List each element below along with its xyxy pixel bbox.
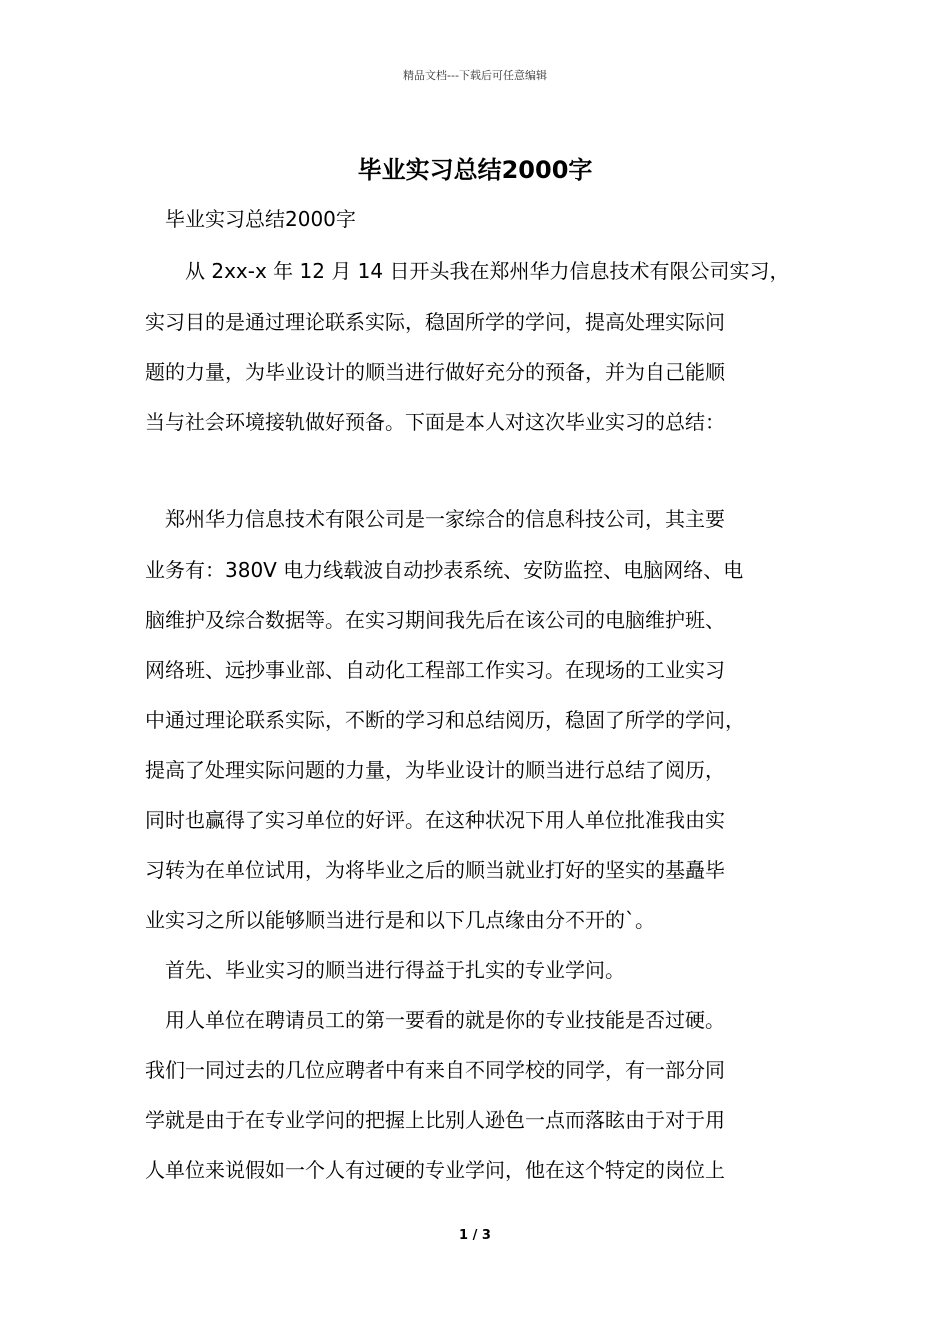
page-number: 1 / 3 — [459, 1228, 491, 1243]
body-line: 人单位来说假如一个人有过硬的专业学问，他在这个特定的岗位上 — [145, 1158, 725, 1182]
body-line: 中通过理论联系实际，不断的学习和总结阅历，稳固了所学的学问， — [145, 708, 745, 732]
body-line: 业实习之所以能够顺当进行是和以下几点缘由分不开的`。 — [145, 908, 655, 932]
header-note: 精品文档---下载后可任意编辑 — [403, 69, 547, 82]
body-line: 当与社会环境接轨做好预备。下面是本人对这次毕业实习的总结： — [145, 410, 725, 434]
body-line: 习转为在单位试用，为将毕业之后的顺当就业打好的坚实的基矗毕 — [145, 858, 725, 882]
body-line: 实习目的是通过理论联系实际，稳固所学的学问，提高处理实际问 — [145, 310, 725, 334]
body-line: 网络班、远抄事业部、自动化工程部工作实习。在现场的工业实习 — [145, 658, 725, 682]
body-line: 我们一同过去的几位应聘者中有来自不同学校的同学，有一部分同 — [145, 1058, 725, 1082]
document-title: 毕业实习总结2000字 — [357, 156, 593, 184]
body-line: 提高了处理实际问题的力量，为毕业设计的顺当进行总结了阅历， — [145, 758, 725, 782]
body-line: 用人单位在聘请员工的第一要看的就是你的专业技能是否过硬。 — [165, 1008, 725, 1032]
body-line: 题的力量，为毕业设计的顺当进行做好充分的预备，并为自己能顺 — [145, 360, 725, 384]
body-line: 毕业实习总结2000字 — [165, 207, 356, 231]
body-line: 同时也赢得了实习单位的好评。在这种状况下用人单位批准我由实 — [145, 808, 725, 832]
body-line: 从 2xx-x 年 12 月 14 日开头我在郑州华力信息技术有限公司实习， — [185, 259, 790, 283]
body-line: 首先、毕业实习的顺当进行得益于扎实的专业学问。 — [165, 958, 625, 982]
body-line: 业务有：380V 电力线载波自动抄表系统、安防监控、电脑网络、电 — [145, 558, 744, 582]
body-line: 郑州华力信息技术有限公司是一家综合的信息科技公司，其主要 — [165, 507, 725, 531]
body-line: 脑维护及综合数据等。在实习期间我先后在该公司的电脑维护班、 — [145, 608, 725, 632]
body-line: 学就是由于在专业学问的把握上比别人逊色一点而落眩由于对于用 — [145, 1108, 725, 1132]
